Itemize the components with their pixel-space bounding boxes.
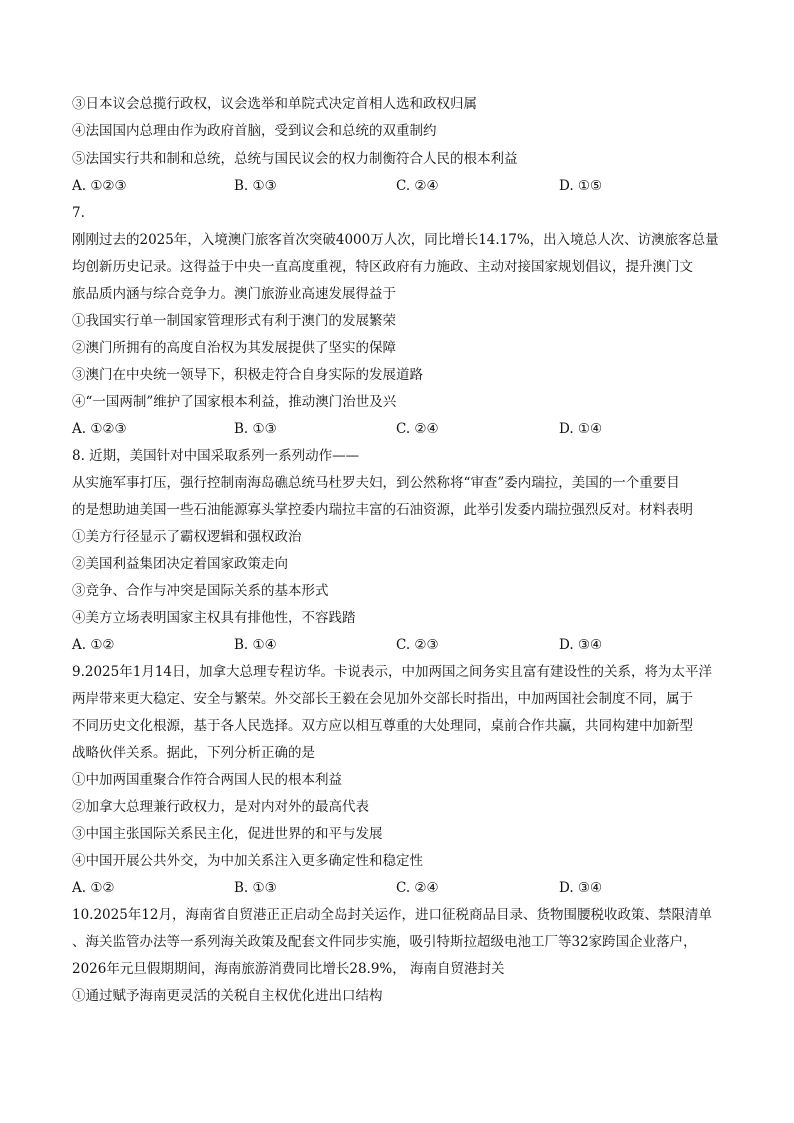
q9-option-d: D. ③④	[559, 880, 603, 896]
q6-option-d: D. ①⑤	[559, 178, 603, 194]
q6-options	[72, 175, 732, 197]
q7-stem-line-3: 旅品质内涵与综合竞争力。澳门旅游业高速发展得益于	[72, 286, 396, 302]
q9-statement-2: ②加拿大总理兼行政权力，是对内对外的最高代表	[72, 799, 369, 815]
q10-stem-line-1: 10.2025年12月，海南省自贸港正正启动全岛封关运作，进口征税商品目录、货物围腰税收政策、禁限清单	[72, 907, 713, 923]
q8-option-a: A. ①②	[72, 637, 115, 653]
q9-statement-4: ④中国开展公共外交，为中加关系注入更多确定性和稳定性	[72, 853, 423, 869]
q7-stem-line-2: 均创新历史记录。这得益于中央一直高度重视，特区政府有力施政、主动对接国家规划倡议，提升澳门文	[72, 259, 693, 275]
q9-stem-line-2: 两岸带来更大稳定、安全与繁荣。外交部长王毅在会见加外交部长时指出，中加两国社会制度不同，属于	[72, 691, 693, 707]
q7-statement-2: ②澳门所拥有的高度自治权为其发展提供了坚实的保障	[72, 340, 396, 356]
q8-option-b: B. ①④	[234, 637, 277, 653]
q7-options	[72, 418, 732, 440]
q10-statement-1: ①通过赋予海南更灵活的关税自主权优化进出口结构	[72, 988, 383, 1004]
q7-stem-line-1: 刚刚过去的2025年，入境澳门旅客首次突破4000万人次，同比增长14.17%，出入境总人次、访澳旅客总量	[72, 232, 719, 248]
q10-stem-line-3: 2026年元旦假期期间，海南旅游消费同比增长28.9%， 海南自贸港封关	[72, 961, 505, 977]
q7-number: 7.	[72, 205, 85, 221]
q7-statement-4: ④“一国两制”维护了国家根本利益，推动澳门治世及兴	[72, 394, 397, 410]
q9-statement-3: ③中国主张国际关系民主化，促进世界的和平与发展	[72, 826, 383, 842]
q10-stem-line-2: 、海关监管办法等一系列海关政策及配套文件同步实施，吸引特斯拉超级电池工厂等32家跨国企业落户，	[72, 934, 697, 950]
q9-stem-line-4: 战略伙伴关系。据此，下列分析正确的是	[72, 745, 315, 761]
q9-option-c: C. ②④	[396, 880, 439, 896]
q7-option-b: B. ①③	[234, 421, 277, 437]
q9-stem-line-3: 不同历史文化根源，基于各人民选择。双方应以相互尊重的大处理同，桌前合作共赢，共同构建中加新型	[72, 718, 693, 734]
q7-option-d: D. ①④	[559, 421, 603, 437]
q6-option-b: B. ①③	[234, 178, 277, 194]
q7-statement-3: ③澳门在中央统一领导下，积极走符合自身实际的发展道路	[72, 367, 423, 383]
q7-option-c: C. ②④	[396, 421, 439, 437]
q8-stem-line-2: 从实施军事打压，强行控制南海岛礁总统马杜罗夫妇，到公然称将“审查”委内瑞拉，美国的一个重要目	[72, 475, 680, 491]
q9-option-b: B. ①③	[234, 880, 277, 896]
q8-stem-line-3: 的是想助迪美国一些石油能源寡头掌控委内瑞拉丰富的石油资源，此举引发委内瑞拉强烈反对。材料表明	[72, 502, 693, 518]
q8-statement-4: ④美方立场表明国家主权具有排他性，不容践踏	[72, 610, 356, 626]
q9-stem-line-1: 9.2025年1月14日，加拿大总理专程访华。卡说表示，中加两国之间务实且富有建设性的关系，将为太平洋	[72, 664, 713, 680]
q6-statement-3: ③日本议会总揽行政权，议会选举和单院式决定首相人选和政权归属	[72, 96, 477, 112]
q8-option-d: D. ③④	[559, 637, 603, 653]
q9-statement-1: ①中加两国重聚合作符合两国人民的根本利益	[72, 772, 342, 788]
q6-option-a: A. ①②③	[72, 178, 127, 194]
q8-statement-2: ②美国利益集团决定着国家政策走向	[72, 556, 288, 572]
q6-statement-5: ⑤法国实行共和制和总统，总统与国民议会的权力制衡符合人民的根本利益	[72, 151, 518, 167]
q8-statement-1: ①美方行径显示了霸权逻辑和强权政治	[72, 529, 302, 545]
q8-stem-line-1: 8. 近期，美国针对中国采取系列一系列动作——	[72, 448, 360, 464]
q6-option-c: C. ②④	[396, 178, 439, 194]
q8-option-c: C. ②③	[396, 637, 439, 653]
q6-statement-4: ④法国国内总理由作为政府首脑，受到议会和总统的双重制约	[72, 123, 437, 139]
q8-options	[72, 634, 732, 656]
q8-statement-3: ③竞争、合作与冲突是国际关系的基本形式	[72, 583, 329, 599]
q7-option-a: A. ①②③	[72, 421, 127, 437]
q7-statement-1: ①我国实行单一制国家管理形式有利于澳门的发展繁荣	[72, 313, 396, 329]
q9-options	[72, 877, 732, 899]
q9-option-a: A. ①②	[72, 880, 115, 896]
